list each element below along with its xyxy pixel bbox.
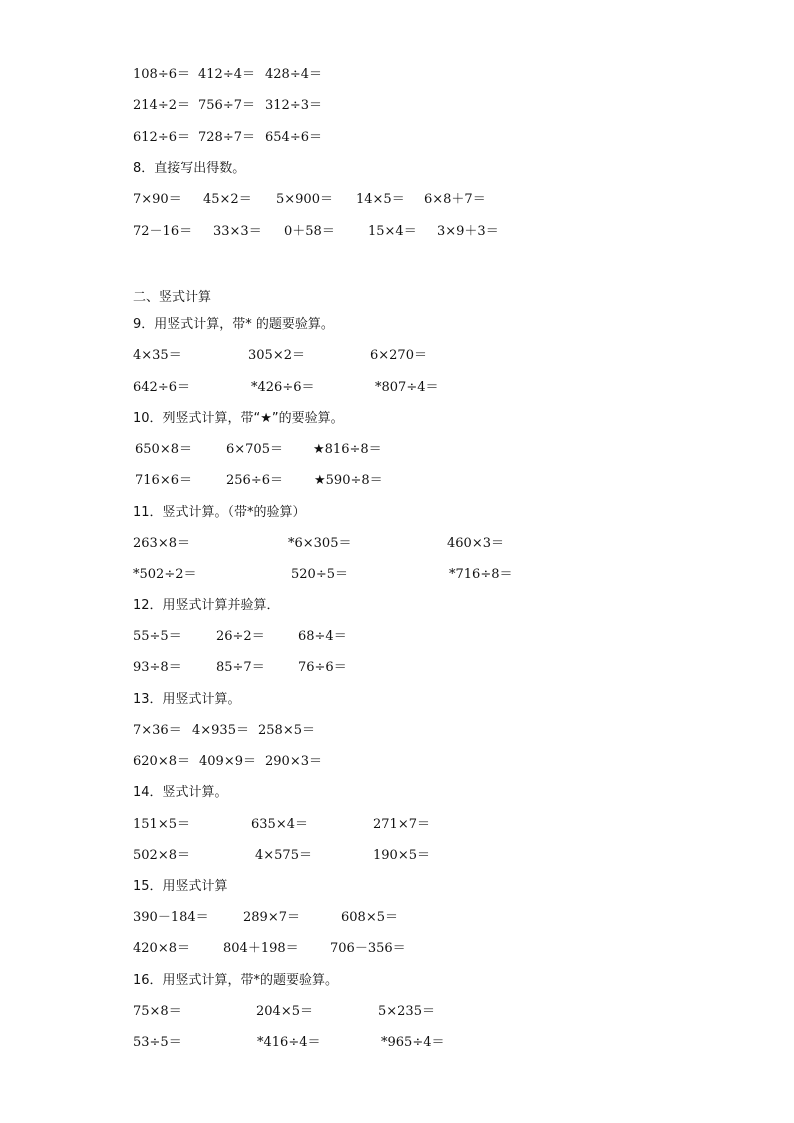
problem: 45×2＝ xyxy=(203,192,252,207)
problem: 15×4＝ xyxy=(368,224,417,239)
problem: 214÷2＝ xyxy=(133,98,190,113)
problem: ★816÷8＝ xyxy=(313,442,382,457)
question-title: 14．竖式计算。 xyxy=(133,785,228,800)
question-title: 11．竖式计算。（带*的验算） xyxy=(133,505,306,520)
problem: 4×935＝ xyxy=(192,723,249,738)
problem: 7×90＝ xyxy=(133,192,182,207)
problem: 4×35＝ xyxy=(133,348,182,363)
problem: 5×900＝ xyxy=(276,192,333,207)
problem: 256÷6＝ xyxy=(226,473,283,488)
problem: *502÷2＝ xyxy=(133,567,197,582)
problem: 258×5＝ xyxy=(258,723,315,738)
problem: *716÷8＝ xyxy=(449,567,513,582)
problem: 26÷2＝ xyxy=(216,629,265,644)
problem: 190×5＝ xyxy=(373,848,430,863)
question-title: 8．直接写出得数。 xyxy=(133,161,246,176)
problem: 804＋198＝ xyxy=(223,941,299,956)
problem: 151×5＝ xyxy=(133,817,190,832)
problem: 305×2＝ xyxy=(248,348,305,363)
problem: 290×3＝ xyxy=(265,754,322,769)
problem: 420×8＝ xyxy=(133,941,190,956)
question-title: 15．用竖式计算 xyxy=(133,879,228,894)
problem: 263×8＝ xyxy=(133,536,190,551)
problem: 635×4＝ xyxy=(251,817,308,832)
problem: *965÷4＝ xyxy=(381,1035,445,1050)
question-title: 13．用竖式计算。 xyxy=(133,692,241,707)
section-title: 二、竖式计算 xyxy=(133,290,212,305)
problem: 289×7＝ xyxy=(243,910,300,925)
problem: *426÷6＝ xyxy=(251,380,315,395)
question-title: 16．用竖式计算，带*的题要验算。 xyxy=(133,973,339,988)
problem: 271×7＝ xyxy=(373,817,430,832)
problem: 3×9＋3＝ xyxy=(437,224,499,239)
problem: 428÷4＝ xyxy=(265,67,322,82)
problem: 4×575＝ xyxy=(255,848,312,863)
question-title: 12．用竖式计算并验算． xyxy=(133,598,280,613)
problem: 53÷5＝ xyxy=(133,1035,182,1050)
problem: 204×5＝ xyxy=(256,1004,313,1019)
problem: 72－16＝ xyxy=(133,224,193,239)
problem: 460×3＝ xyxy=(447,536,504,551)
problem: 85÷7＝ xyxy=(216,660,265,675)
problem: 55÷5＝ xyxy=(133,629,182,644)
problem: 0＋58＝ xyxy=(284,224,335,239)
problem: 93÷8＝ xyxy=(133,660,182,675)
problem: 6×8＋7＝ xyxy=(424,192,486,207)
problem: 412÷4＝ xyxy=(198,67,255,82)
problem: 409×9＝ xyxy=(199,754,256,769)
problem: 33×3＝ xyxy=(213,224,262,239)
problem: 68÷4＝ xyxy=(298,629,347,644)
problem: 650×8＝ xyxy=(135,442,192,457)
problem: 76÷6＝ xyxy=(298,660,347,675)
problem: 756÷7＝ xyxy=(198,98,255,113)
problem: *416÷4＝ xyxy=(257,1035,321,1050)
problem: 108÷6＝ xyxy=(133,67,190,82)
problem: ★590÷8＝ xyxy=(314,473,383,488)
problem: 5×235＝ xyxy=(378,1004,435,1019)
problem: 706－356＝ xyxy=(330,941,406,956)
problem: 390－184＝ xyxy=(133,910,209,925)
problem: 502×8＝ xyxy=(133,848,190,863)
problem: *6×305＝ xyxy=(288,536,352,551)
problem: 654÷6＝ xyxy=(265,130,322,145)
problem: *807÷4＝ xyxy=(375,380,439,395)
problem: 6×270＝ xyxy=(370,348,427,363)
problem: 312÷3＝ xyxy=(265,98,322,113)
problem: 608×5＝ xyxy=(341,910,398,925)
problem: 6×705＝ xyxy=(226,442,283,457)
problem: 14×5＝ xyxy=(356,192,405,207)
problem: 612÷6＝ xyxy=(133,130,190,145)
problem: 620×8＝ xyxy=(133,754,190,769)
problem: 642÷6＝ xyxy=(133,380,190,395)
problem: 75×8＝ xyxy=(133,1004,182,1019)
problem: 716×6＝ xyxy=(135,473,192,488)
problem: 7×36＝ xyxy=(133,723,182,738)
problem: 728÷7＝ xyxy=(198,130,255,145)
question-title: 10．列竖式计算，带“★”的要验算。 xyxy=(133,411,344,426)
problem: 520÷5＝ xyxy=(291,567,348,582)
question-title: 9．用竖式计算，带* 的题要验算。 xyxy=(133,317,334,332)
